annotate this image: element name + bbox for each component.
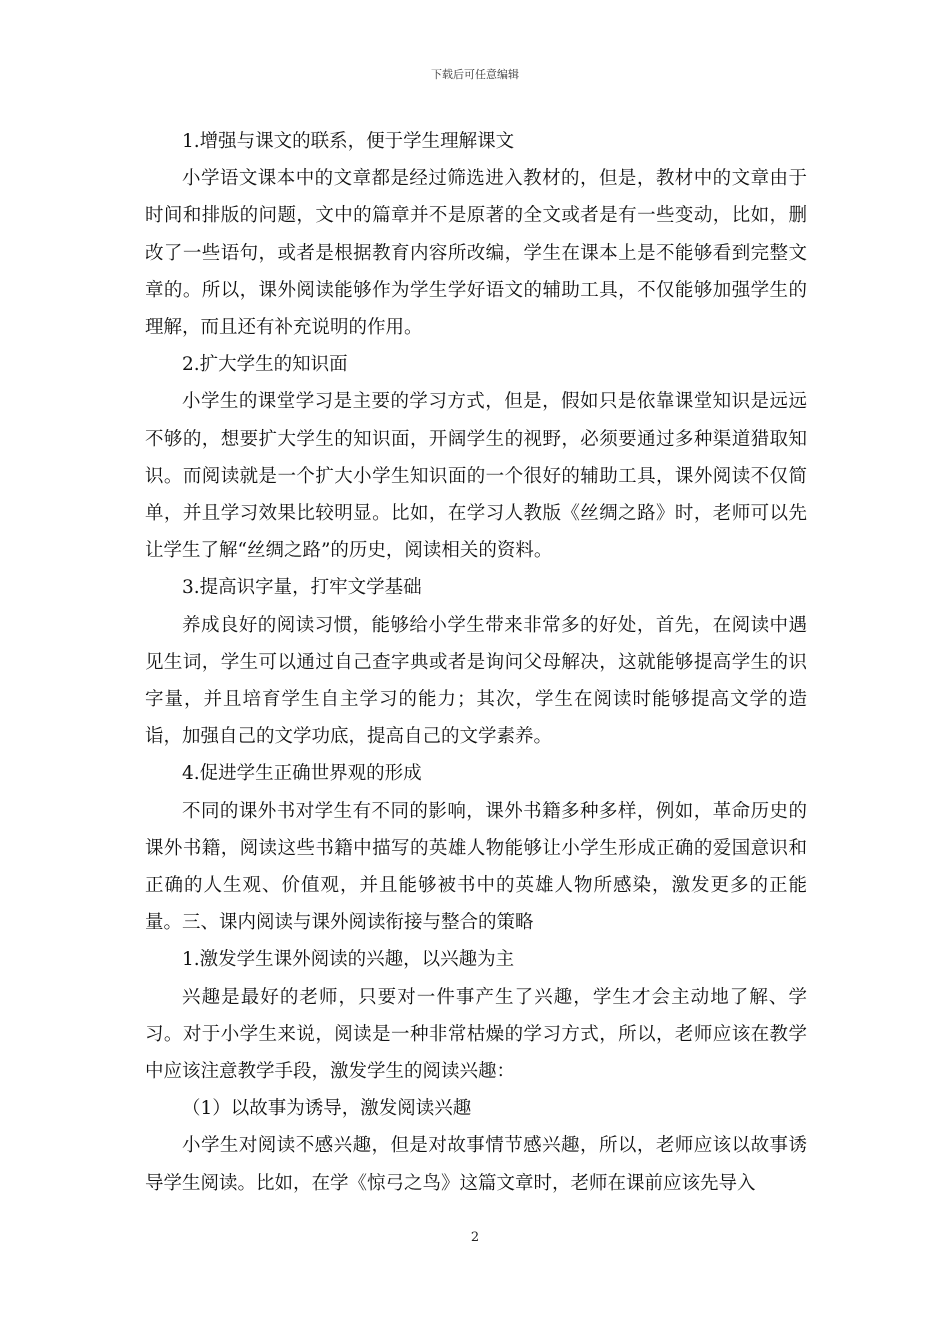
- paragraph-classroom-learning: 小学生的课堂学习是主要的学习方式，但是，假如只是依靠课堂知识是远远不够的，想要扩大学生的知识面，开阔学生的视野，必须要通过多种渠道猎取知识。而阅读就是一个扩大小学生知识面的一个很好的辅助工具，课外阅读不仅简单，并且学习效果比较明显。比如，在学习人教版《丝绸之路》时，老师可以先让学生了解“丝绸之路”的历史，阅读相关的资料。: [145, 391, 807, 562]
- heading-improve-literacy: 3.提高识字量，打牢文学基础: [182, 577, 422, 599]
- heading-expand-knowledge: 2.扩大学生的知识面: [182, 354, 348, 376]
- paragraph-extracurricular-books: 不同的课外书对学生有不同的影响，课外书籍多种多样，例如，革命历史的课外书籍，阅读这些书籍中描写的英雄人物能够让小学生形成正确的爱国意识和正确的人生观、价值观，并且能够被书中的英雄人物所感染，激发更多的正能量。三、课内阅读与课外阅读衔接与整合的策略: [145, 800, 807, 934]
- heading-stimulate-interest: 1.激发学生课外阅读的兴趣，以兴趣为主: [182, 949, 515, 971]
- paragraph-reading-habits: 养成良好的阅读习惯，能够给小学生带来非常多的好处，首先，在阅读中遇见生词，学生可以通过自己查字典或者是询问父母解决，这就能够提高学生的识字量，并且培育学生自主学习的能力；其次，学生在阅读时能够提高文学的造诣，加强自己的文学功底，提高自己的文学素养。: [145, 614, 807, 748]
- page-header: 下载后可任意编辑: [431, 68, 519, 81]
- document-body: [145, 123, 807, 1202]
- paragraph-textbook-articles: 小学语文课本中的文章都是经过筛选进入教材的，但是，教材中的文章由于时间和排版的问题，文中的篇章并不是原著的全文或者是有一些变动，比如，删改了一些语句，或者是根据教育内容所改编，学生在课本上是不能够看到完整文章的。所以，课外阅读能够作为学生学好语文的辅助工具，不仅能够加强学生的理解，而且还有补充说明的作用。: [145, 168, 807, 339]
- paragraph-story-reading: 小学生对阅读不感兴趣，但是对故事情节感兴趣，所以，老师应该以故事诱导学生阅读。比如，在学《惊弓之鸟》这篇文章时，老师在课前应该先导入: [145, 1135, 807, 1194]
- heading-story-guidance: （1）以故事为诱导，激发阅读兴趣: [182, 1098, 472, 1120]
- page-number: 2: [470, 1230, 480, 1245]
- heading-worldview: 4.促进学生正确世界观的形成: [182, 763, 422, 785]
- heading-strengthen-connection: 1.增强与课文的联系，便于学生理解课文: [182, 131, 515, 152]
- paragraph-interest-teacher: 兴趣是最好的老师，只要对一件事产生了兴趣，学生才会主动地了解、学习。对于小学生来说，阅读是一种非常枯燥的学习方式，所以，老师应该在教学中应该注意教学手段，激发学生的阅读兴趣：: [145, 986, 807, 1083]
